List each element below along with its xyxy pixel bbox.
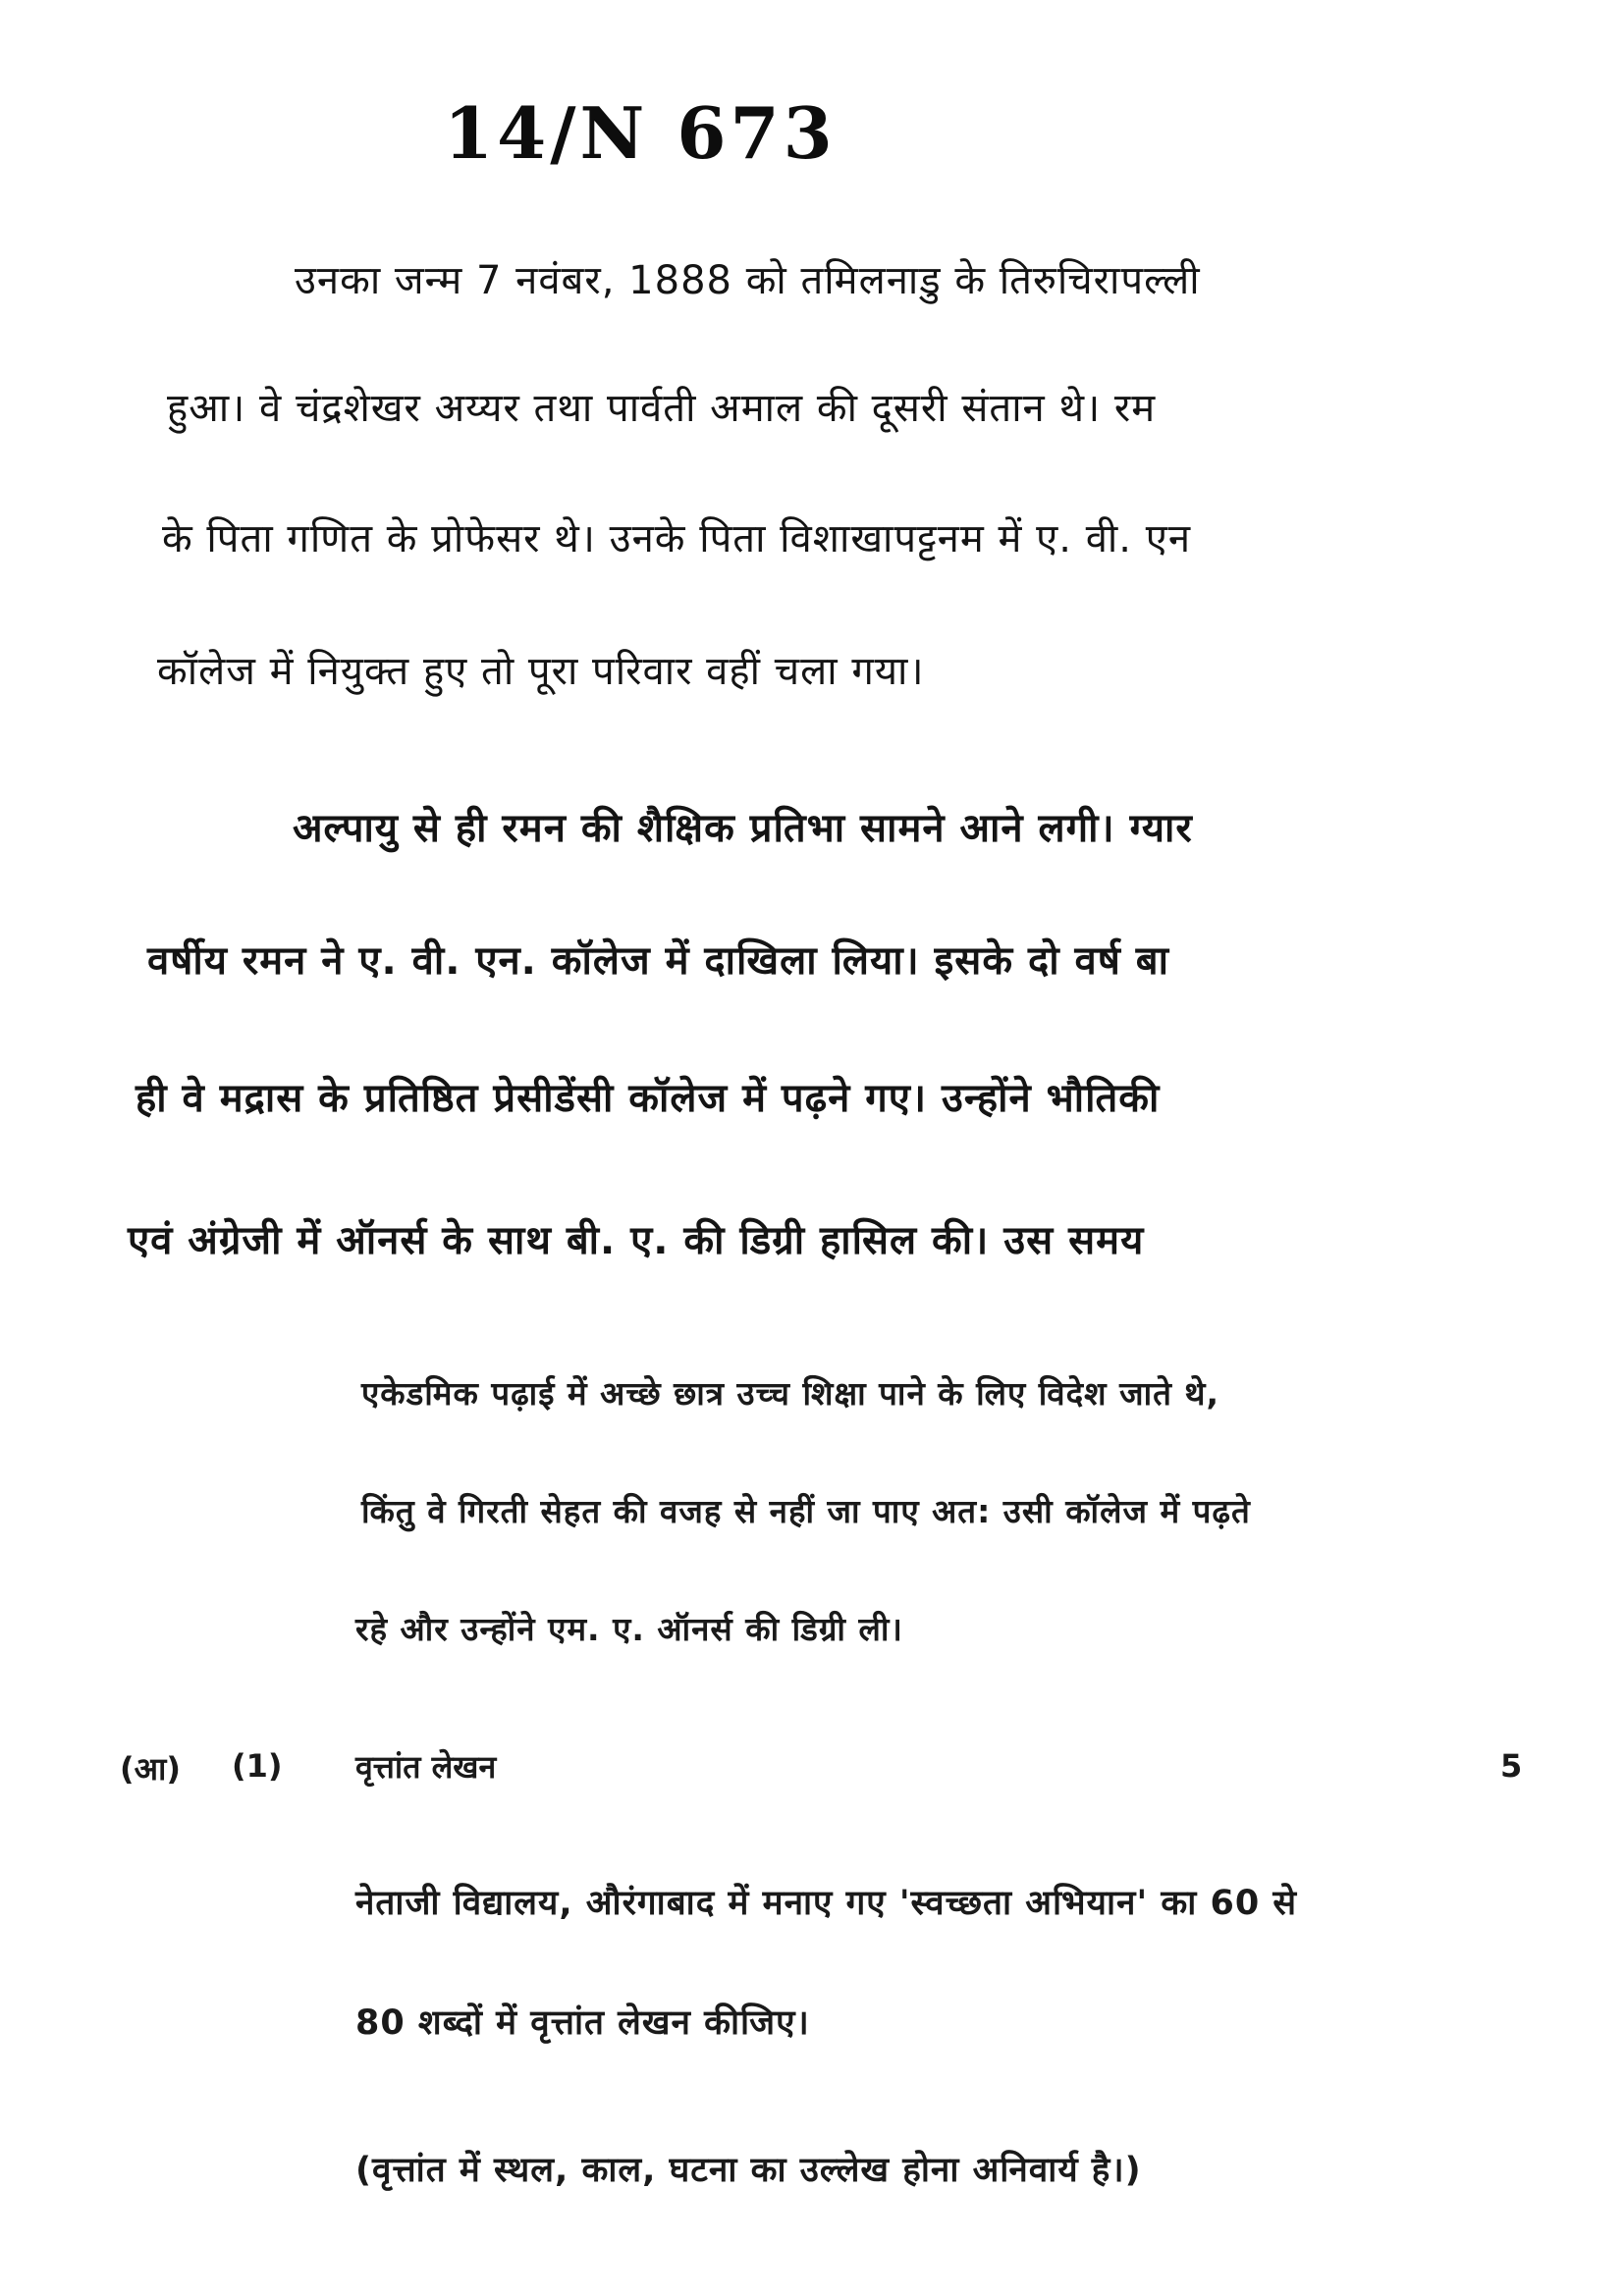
question-number-label: (1) [232, 1747, 283, 1785]
passage-p1-line-3: के पिता गणित के प्रोफेसर थे। उनके पिता विशाखापट्टनम में ए. वी. एन [162, 516, 1192, 561]
passage-p2-line-1: अल्पायु से ही रमन की शैक्षिक प्रतिभा सामने आने लगी। ग्यार [293, 806, 1193, 851]
passage-p3-line-2: किंतु वे गिरती सेहत की वजह से नहीं जा पाए अत: उसी कॉलेज में पढ़ते [361, 1492, 1251, 1530]
passage-p1-line-4: कॉलेज में नियुक्त हुए तो पूरा परिवार वहीं चला गया। [157, 649, 925, 694]
passage-p2-line-3: ही वे मद्रास के प्रतिष्ठित प्रेसीडेंसी कॉलेज में पढ़ने गए। उन्होंने भौतिकी [135, 1076, 1161, 1121]
question-instruction-line-2: 80 शब्दों में वृत्तांत लेखन कीजिए। [355, 2003, 810, 2043]
passage-p2-line-4: एवं अंग्रेजी में ऑनर्स के साथ बी. ए. की डिग्री हासिल की। उस समय [128, 1218, 1145, 1263]
question-section-label: (आ) [120, 1750, 181, 1788]
passage-p3-line-3: रहे और उन्होंने एम. ए. ऑनर्स की डिग्री ली। [355, 1610, 903, 1648]
question-title: वृत्तांत लेखन [355, 1748, 497, 1786]
passage-p1-line-2: हुआ। वे चंद्रशेखर अय्यर तथा पार्वती अमाल की दूसरी संतान थे। रम [167, 386, 1157, 431]
passage-p3-line-1: एकेडमिक पढ़ाई में अच्छे छात्र उच्च शिक्षा पाने के लिए विदेश जाते थे, [361, 1374, 1220, 1413]
passage-p1-line-1: उनका जन्म 7 नवंबर, 1888 को तमिलनाडु के तिरुचिरापल्ली [295, 258, 1201, 303]
question-marks: 5 [1500, 1747, 1523, 1785]
passage-p2-line-2: वर्षीय रमन ने ए. वी. एन. कॉलेज में दाखिला लिया। इसके दो वर्ष बा [147, 938, 1169, 984]
paper-code: 14/N 673 [444, 91, 837, 175]
question-instruction-line-1: नेताजी विद्यालय, औरंगाबाद में मनाए गए 'स्वच्छता अभियान' का 60 से [355, 1884, 1298, 1923]
question-note: (वृत्तांत में स्थल, काल, घटना का उल्लेख होना अनिवार्य है।) [355, 2151, 1142, 2190]
